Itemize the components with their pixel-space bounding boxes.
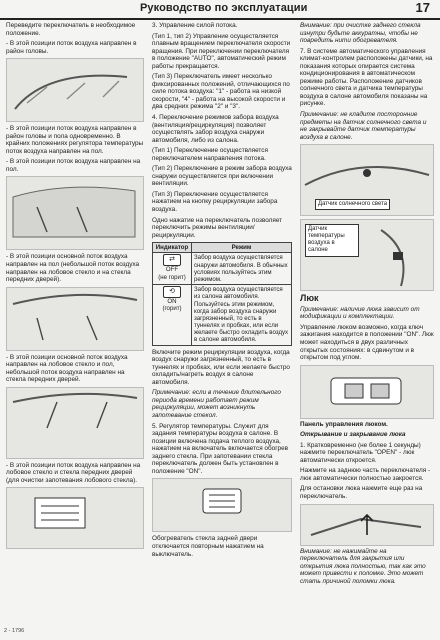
- airflow-type3-text: (Тип 3) Переключатель имеет несколько фиксированных положений, отличающихся по силе потока воздуха: "1" - работа на низкой скорости, "4" - работа на высокой скорости и два средних режима "2" и "3".: [152, 73, 290, 111]
- sunroof-open-close-heading: Открывание и закрывание люка: [300, 431, 406, 439]
- vent-defrost-illustration: [6, 387, 144, 459]
- rear-defrost-illustration: [6, 487, 144, 549]
- right-column: [300, 22, 434, 588]
- temperature-text: 5. Регулятор температуры. Служит для задания температуры воздуха в салоне. В позиции включена подача теплого воздуха, нажатием на включатель включается обогрев заднего стекла. При запотевании стекла переключатель должен быть установлен в положение "ON".: [152, 422, 289, 475]
- intake-toggle-text: Одно нажатие на переключатель позволяет переключить режимы вентиляции/рециркуляции.: [152, 216, 283, 239]
- left-column: [6, 22, 144, 549]
- sensors-note: Примечание: не кладите посторонние предметы на датчик солнечного света и не закрывайте датчик температуры воздуха в салоне.: [300, 111, 427, 141]
- sunroof-section-title: Люк: [300, 293, 319, 304]
- indicator-off-cell: [153, 253, 192, 285]
- mode-defrost-text: - В этой позиции поток воздуха направлен на лобовое стекло и стекла передних дверей (для очистки запотевания лобового стекла).: [6, 461, 141, 484]
- sunroof-operation-text: Управление люком возможно, когда ключ зажигания находится в положении "ON". Люк может находиться в двух различных открытых состояниях: в сдвинутом и в открытом под углом.: [300, 323, 434, 362]
- mode-glass-floor-text: - В этой позиции основной поток воздуха направлен на лобовое стекло и пол, небольшой поток воздуха направлен на стекла передних дверей.: [6, 353, 128, 384]
- intake-heading-text: 4. Переключение режимов забора воздуха (вентиляция/рециркуляция) позволяет осуществлять забор воздуха снаружи автомобиля, либо из салона.: [152, 114, 279, 144]
- sunroof-close-text: Нажмите на заднюю часть переключателя - люк автоматически полностью закроется.: [300, 467, 431, 482]
- middle-column: [152, 22, 292, 561]
- recirculation-note: Примечание: если в течение длительного периода времени работает режим рециркуляции, может возникнуть запотевание стекол.: [152, 389, 281, 420]
- recirculation-usage-text: Включите режим рециркуляции воздуха, когда воздух снаружи загрязненный, то есть в туннелях и пробках, или если желаете быстро охладить/нагреть воздух в салоне автомобиля.: [152, 348, 290, 386]
- indicator-on-label: ON (горит): [162, 298, 182, 313]
- airflow-type12-text: (Тип 1, тип 2) Управление осуществляется плавным вращением переключателя скорости вращения. При переключении переключателя в положение "AUTO", автоматический режим работы прекращается.: [152, 32, 291, 70]
- sunroof-switch-illustration: [300, 504, 434, 546]
- sun-sensor-illustration: [300, 144, 434, 216]
- sunroof-stop-text: Для остановки люка нажмите еще раз на переключатель.: [300, 485, 423, 501]
- sunroof-note: Примечание: наличие люка зависит от модификации и комплектации.: [300, 305, 420, 321]
- table-header-mode: Режим: [192, 243, 292, 253]
- rear-defrost-off-text: Обогреватель стекла задней двери отключается повторным нажатием на выключатель.: [152, 535, 264, 558]
- mode-floor-glass-text: - В этой позиции основной поток воздуха направлен на пол (небольшой поток воздуха направлен на лобовое стекло и на стекла передних дверей).: [6, 253, 140, 284]
- vent-floor-illustration: [6, 176, 144, 250]
- mode-off-description: Забор воздуха осуществляется снаружи автомобиля. В обычных условиях пользуйтесь этим режимом.: [192, 253, 292, 285]
- mode-head-floor-text: - В этой позиции поток воздуха направлен в район головы и пола одновременно. В крайних положениях регулятора температуры поток воздуха направлен на пол.: [6, 125, 144, 155]
- page-title: Руководство по эксплуатации: [140, 2, 308, 14]
- vent-head-illustration: [6, 58, 144, 122]
- vent-floor-glass-illustration: [6, 287, 144, 351]
- rear-defrost-switch-illustration: [152, 478, 292, 532]
- page-number: 17: [415, 0, 430, 15]
- fresh-air-icon: ⇄: [163, 254, 181, 266]
- sunroof-open-text: 1. Кратковременно (не более 1 секунды) нажмите переключатель "OPEN" - люк автоматически откроется.: [300, 441, 421, 464]
- sunroof-panel-label: Панель управления люком.: [300, 420, 388, 428]
- indicator-on-cell: [153, 285, 192, 346]
- sensors-text: 7. В системе автоматического управления климат-контролем расположены датчики, на показания которых опирается система кондиционирования в автоматическом режиме работы. Расположение датчиков солнечного света и датчика температуры воздуха в салоне автомобиля показаны на рисунке.: [300, 47, 433, 108]
- sunroof-panel-illustration: [300, 365, 434, 419]
- table-row: [153, 253, 292, 285]
- sun-sensor-label: Датчик солнечного света: [315, 199, 390, 210]
- mode-floor-text: - В этой позиции поток воздуха направлен на пол.: [6, 158, 141, 173]
- page-header: [0, 0, 440, 20]
- airflow-heading: 3. Управление силой потока.: [152, 22, 238, 29]
- temp-sensor-label: Датчик температуры воздуха в салоне: [305, 224, 359, 256]
- rear-glass-warning: Внимание: при очистке заднего стекла изнутри будьте аккуратны, чтобы не повредить нити обогревателя.: [300, 22, 421, 45]
- intake-type3-text: (Тип 3) Переключение осуществляется нажатием на кнопку рециркуляции забора воздуха.: [152, 190, 278, 214]
- mode-head-text: - В этой позиции поток воздуха направлен в район головы.: [6, 40, 137, 55]
- page-footer: 2 - 1796: [4, 628, 25, 634]
- intro-text: Переведите переключатель в необходимое положение.: [6, 22, 136, 37]
- sunroof-warning: Внимание: не нажимайте на переключатель для закрытия или открытия люка полностью, так как это может привести к поломке. Это может стать причиной поломки люка.: [300, 547, 426, 585]
- intake-mode-table: [152, 242, 292, 345]
- mode-on-description: Забор воздуха осуществляется из салона автомобиля. Пользуйтесь этим режимом, когда забор воздуха снаружи загрязненный, то есть в туннелях и пробках, или если желаете быстро охладить воздух в салоне автомобиля.: [192, 285, 292, 346]
- recirculation-icon: ⟲: [163, 286, 181, 298]
- temp-sensor-illustration: [300, 219, 434, 291]
- table-row: [153, 285, 292, 346]
- table-header-indicator: Индикатор: [153, 243, 192, 253]
- intake-type1-text: (Тип 1) Переключение осуществляется переключателем направления потока.: [152, 147, 268, 162]
- intake-type2-text: (Тип 2) Переключение в режим забора воздуха снаружи осуществляется при включении вентиляции.: [152, 165, 292, 188]
- indicator-off-label: OFF (не горит): [158, 266, 186, 281]
